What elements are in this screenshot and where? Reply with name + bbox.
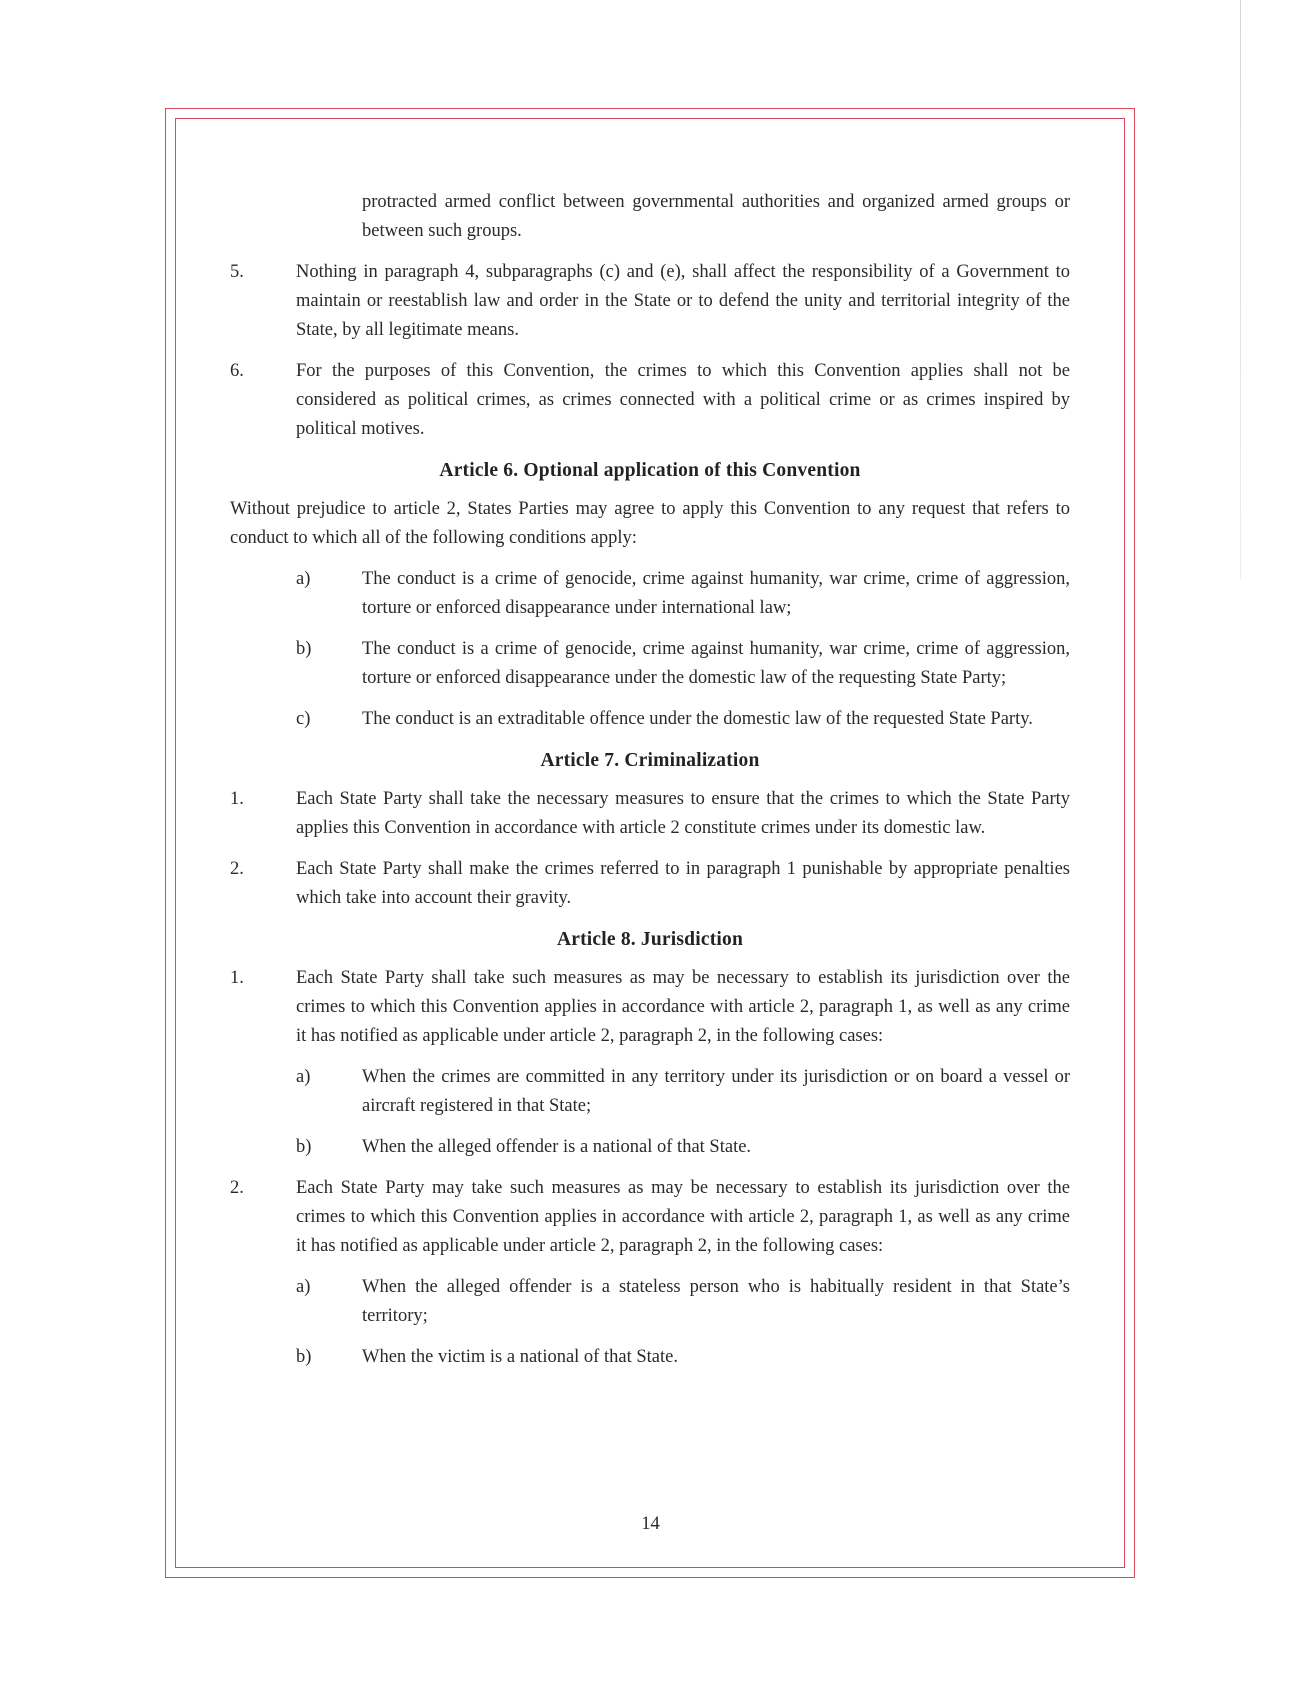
article-8-heading: Article 8. Jurisdiction bbox=[556, 929, 744, 950]
article-7-paragraph-2 bbox=[230, 855, 1070, 913]
paragraph-5 bbox=[230, 258, 1070, 345]
article-8-paragraph-1 bbox=[230, 964, 1070, 1051]
paragraph-text: Each State Party shall make the crimes referred to in paragraph 1 punishable by appropriate penalties which take into account their gravity. bbox=[296, 859, 1070, 908]
list-item bbox=[296, 1273, 1070, 1331]
paragraph-number: 2. bbox=[230, 1178, 244, 1198]
article-7-paragraph-1 bbox=[230, 785, 1070, 843]
document-body bbox=[230, 188, 1070, 1384]
item-text: When the alleged offender is a national of that State. bbox=[362, 1137, 752, 1157]
list-item bbox=[296, 705, 1070, 734]
paragraph-number: 6. bbox=[230, 361, 244, 381]
paragraph-6 bbox=[230, 357, 1070, 444]
item-text: When the alleged offender is a stateless person who is habitually resident in that State’s territory; bbox=[362, 1277, 1070, 1326]
paragraph-text: Each State Party may take such measures as may be necessary to establish its jurisdiction over the crimes to which this Convention applies in accordance with article 2, paragraph 1, as well as any crime it has notified as applicable under article 2, paragraph 2, in the following cases: bbox=[296, 1178, 1070, 1256]
continuation-paragraph: protracted armed conflict between governmental authorities and organized armed groups or between such groups. bbox=[362, 192, 1070, 241]
item-label: b) bbox=[296, 1347, 312, 1367]
item-label: a) bbox=[296, 1067, 311, 1087]
item-label: c) bbox=[296, 709, 311, 729]
item-label: a) bbox=[296, 569, 311, 589]
article-6-intro: Without prejudice to article 2, States Parties may agree to apply this Convention to any request that refers to conduct to which all of the following conditions apply: bbox=[230, 499, 1070, 548]
paragraph-text: Each State Party shall take the necessary measures to ensure that the crimes to which the State Party applies this Convention in accordance with article 2 constitute crimes under its domestic law. bbox=[296, 789, 1070, 838]
item-label: a) bbox=[296, 1277, 311, 1297]
page-number: 14 bbox=[641, 1514, 660, 1534]
item-text: When the crimes are committed in any territory under its jurisdiction or on board a vessel or aircraft registered in that State; bbox=[362, 1067, 1070, 1116]
paragraph-number: 1. bbox=[230, 968, 244, 988]
article-6-heading: Article 6. Optional application of this Convention bbox=[439, 460, 861, 481]
article-7-heading: Article 7. Criminalization bbox=[540, 750, 760, 771]
list-item bbox=[296, 1133, 1070, 1162]
item-text: The conduct is a crime of genocide, crime against humanity, war crime, crime of aggression, torture or enforced disappearance under the domestic law of the requesting State Party; bbox=[362, 639, 1070, 688]
item-label: b) bbox=[296, 639, 312, 659]
paragraph-number: 5. bbox=[230, 262, 244, 282]
item-text: The conduct is an extraditable offence under the domestic law of the requested State Party. bbox=[362, 709, 1033, 729]
list-item bbox=[296, 565, 1070, 623]
item-text: The conduct is a crime of genocide, crime against humanity, war crime, crime of aggression, torture or enforced disappearance under international law; bbox=[362, 569, 1070, 618]
list-item bbox=[296, 635, 1070, 693]
list-item bbox=[296, 1343, 1070, 1372]
paragraph-text: For the purposes of this Convention, the crimes to which this Convention applies shall not be considered as political crimes, as crimes connected with a political crime or as crimes inspired by political motives. bbox=[296, 361, 1070, 439]
list-item bbox=[296, 1063, 1070, 1121]
article-8-paragraph-2 bbox=[230, 1174, 1070, 1261]
item-text: When the victim is a national of that State. bbox=[362, 1347, 678, 1367]
paragraph-number: 1. bbox=[230, 789, 244, 809]
scan-edge-line bbox=[1240, 0, 1241, 580]
paragraph-number: 2. bbox=[230, 859, 244, 879]
item-label: b) bbox=[296, 1137, 312, 1157]
paragraph-text: Each State Party shall take such measures as may be necessary to establish its jurisdiction over the crimes to which this Convention applies in accordance with article 2, paragraph 1, as well as any crime it has notified as applicable under article 2, paragraph 2, in the following cases: bbox=[296, 968, 1070, 1046]
paragraph-text: Nothing in paragraph 4, subparagraphs (c) and (e), shall affect the responsibility of a Government to maintain or reestablish law and order in the State or to defend the unity and territorial integrity of the State, by all legitimate means. bbox=[296, 262, 1070, 340]
